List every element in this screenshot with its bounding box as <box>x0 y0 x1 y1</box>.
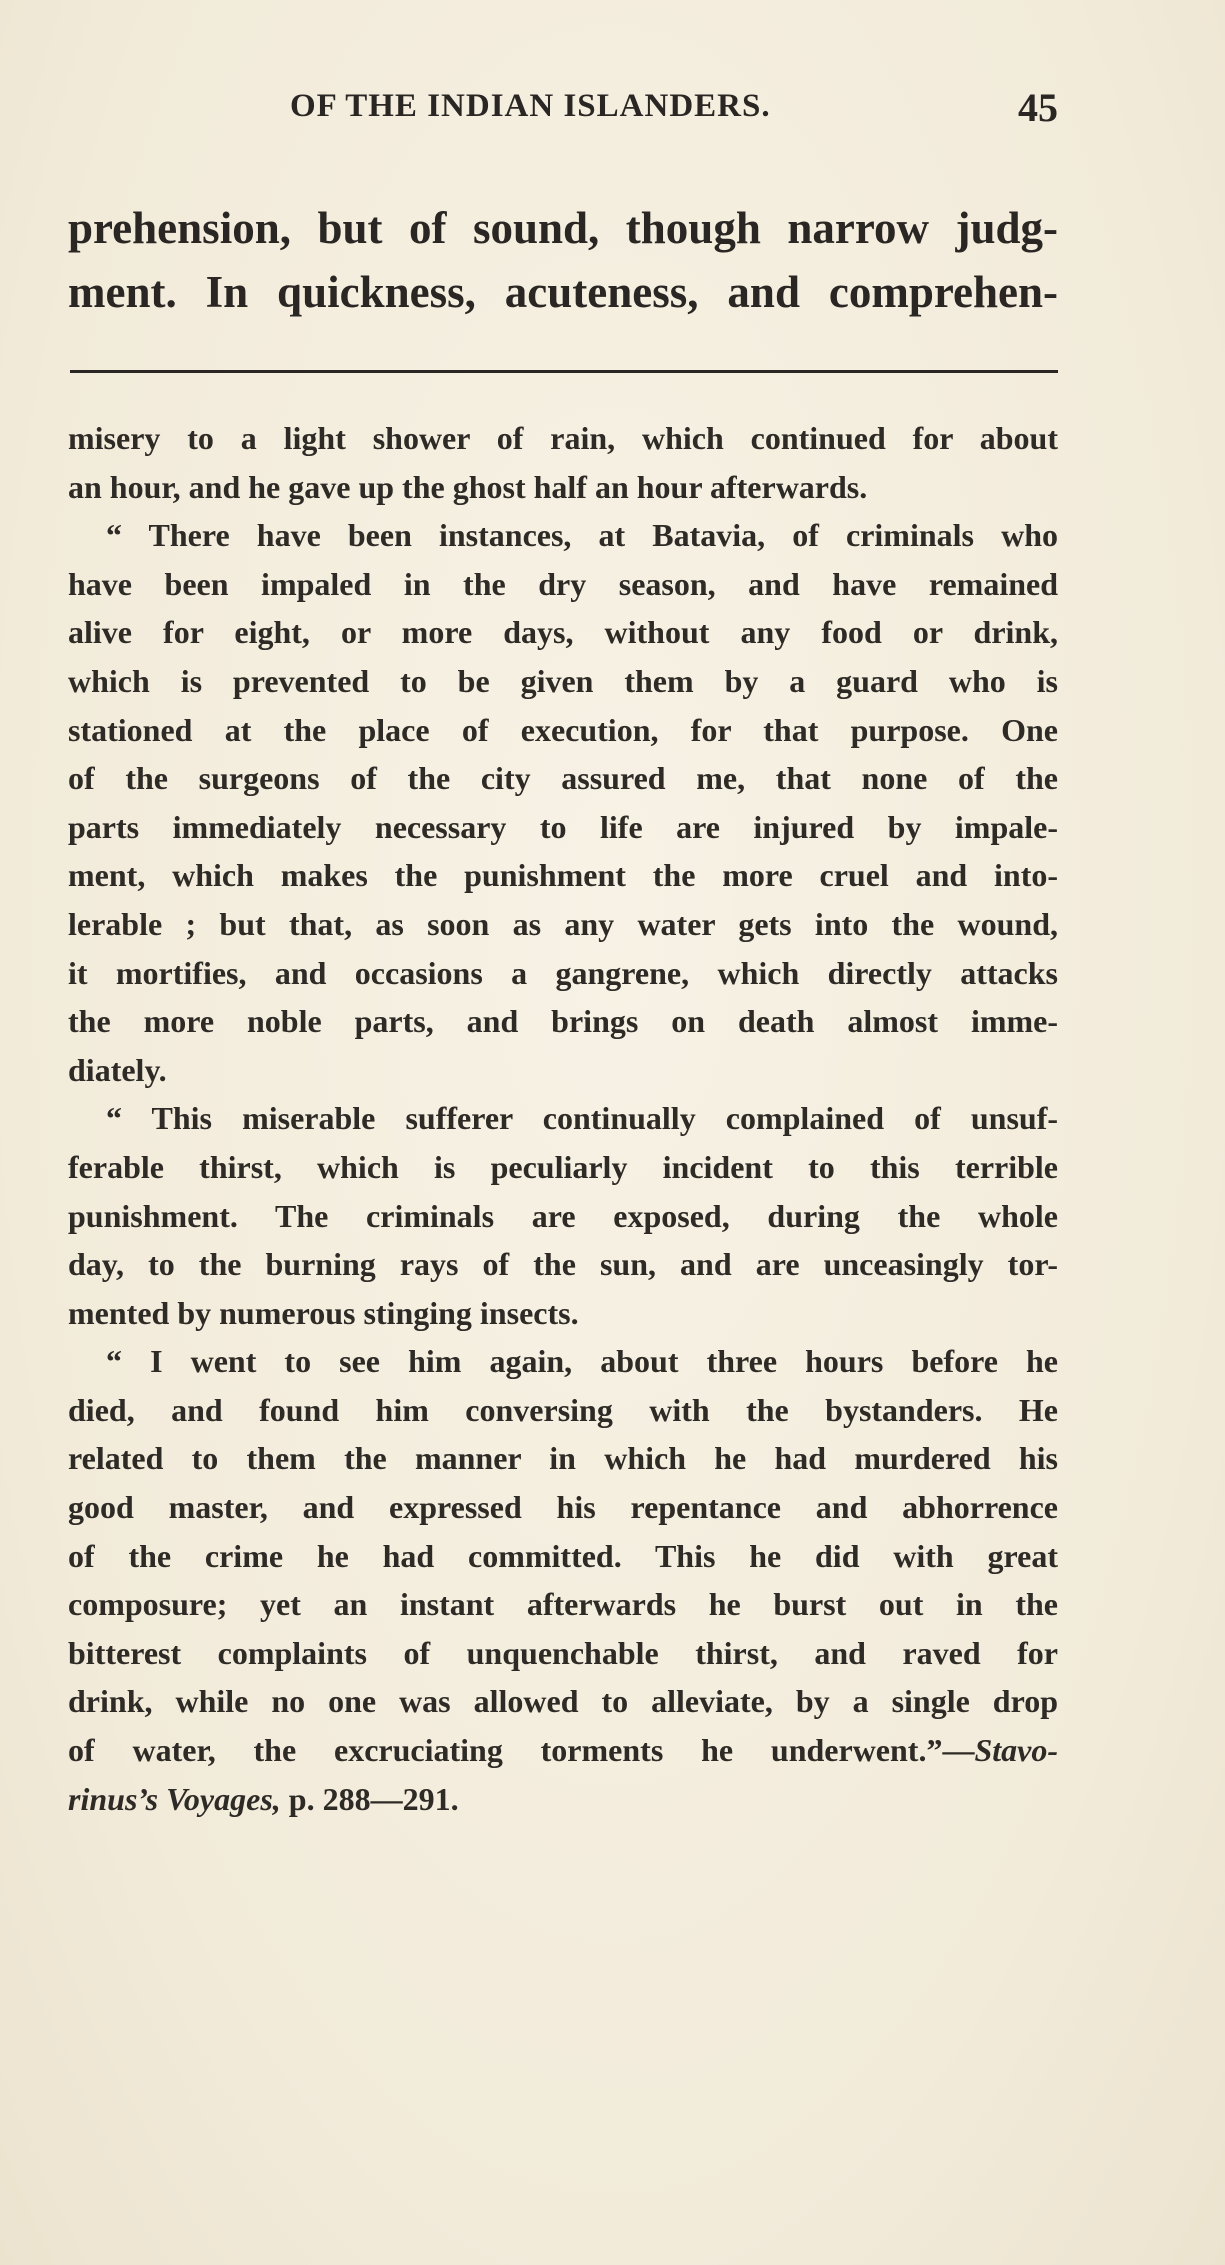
footnote-line: lerable ; but that, as soon as any water gets into the wound, <box>68 905 1058 942</box>
footnote-line: alive for eight, or more days, without any food or drink, <box>68 614 1058 651</box>
footnote-line: died, and found him conversing with the bystanders. He <box>68 1391 1058 1428</box>
footnote-line: the more noble parts, and brings on death almost imme- <box>68 1003 1058 1040</box>
citation-work-title: Stavo- <box>974 1732 1058 1769</box>
main-text-line: prehension, but of sound, though narrow judg- <box>68 203 1058 253</box>
footnote-line: punishment. The criminals are exposed, during the whole <box>68 1197 1058 1234</box>
footnote-line: drink, while no one was allowed to alleviate, by a single drop <box>68 1683 1058 1720</box>
footnote-line: misery to a light shower of rain, which continued for about <box>68 420 1058 456</box>
main-text-line: ment. In quickness, acuteness, and comprehen- <box>68 267 1058 317</box>
footnote-citation-line <box>68 1775 1058 1824</box>
footnote-line: “ There have been instances, at Batavia, of criminals who <box>106 517 1058 554</box>
footnote-line: of the crime he had committed. This he did with great <box>68 1537 1058 1574</box>
footnote-line: parts immediately necessary to life are injured by impale- <box>68 808 1058 845</box>
footnote-line: diately. <box>68 1051 167 1088</box>
footnote-line: it mortifies, and occasions a gangrene, which directly attacks <box>68 954 1058 991</box>
footnote-line: an hour, and he gave up the ghost half an hour afterwards. <box>68 468 868 505</box>
footnote-line: good master, and expressed his repentance and abhorrence <box>68 1489 1058 1526</box>
footnote-line: which is prevented to be given them by a guard who is <box>68 662 1058 699</box>
citation-pages: p. 288—291. <box>280 1780 459 1817</box>
footnote-line: bitterest complaints of unquenchable thirst, and raved for <box>68 1634 1058 1671</box>
footnote-line: stationed at the place of execution, for that purpose. One <box>68 711 1058 748</box>
footnote-line: “ This miserable sufferer continually complained of unsuf- <box>106 1100 1058 1137</box>
footnote-line: ferable thirst, which is peculiarly incident to this terrible <box>68 1148 1058 1185</box>
footnote-line: “ I went to see him again, about three hours before he <box>106 1343 1058 1380</box>
footnote-divider <box>70 370 1058 373</box>
footnote-line: related to them the manner in which he had murdered his <box>68 1440 1058 1477</box>
page-number: 45 <box>1018 85 1058 130</box>
citation-work-title-cont: rinus’s Voyages, <box>68 1780 281 1817</box>
footnote-line: composure; yet an instant afterwards he burst out in the <box>68 1586 1058 1623</box>
footnote-line: day, to the burning rays of the sun, and are unceasingly tor- <box>68 1246 1058 1283</box>
running-title: OF THE INDIAN ISLANDERS. <box>290 88 771 124</box>
footnote-line: mented by numerous stinging insects. <box>68 1294 579 1331</box>
footnote-citation-line <box>68 1726 1058 1775</box>
footnote-line: ment, which makes the punishment the more cruel and into- <box>68 857 1058 894</box>
footnote-line: have been impaled in the dry season, and have remained <box>68 565 1058 602</box>
footnote-block <box>68 414 1058 1823</box>
main-text-block <box>68 196 1058 324</box>
running-head <box>68 85 1058 138</box>
footnote-line: of the surgeons of the city assured me, that none of the <box>68 760 1058 797</box>
footnote-line-text: of water, the excruciating torments he underwent.”— <box>68 1732 975 1769</box>
